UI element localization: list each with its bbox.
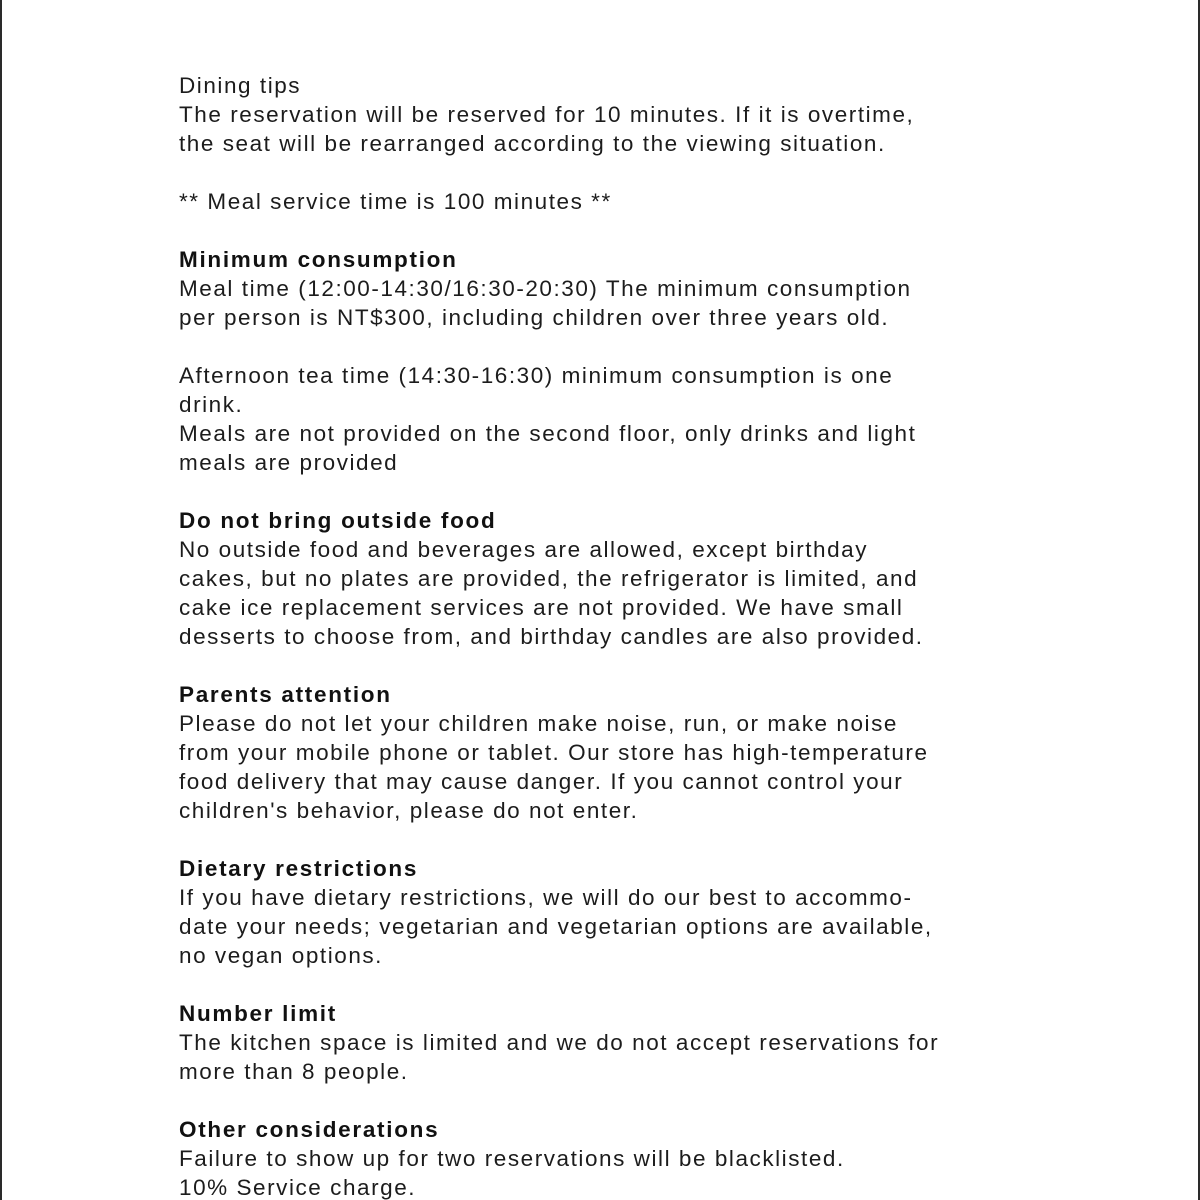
number-limit-line: more than 8 people.	[179, 1059, 409, 1084]
parents-attention-heading: Parents attention	[179, 682, 392, 707]
minimum-line: drink.	[179, 392, 244, 417]
minimum-line: Meal time (12:00-14:30/16:30-20:30) The minimum consumption	[179, 276, 912, 301]
dietary-line: no vegan options.	[179, 943, 383, 968]
dietary-line: If you have dietary restrictions, we will do our best to accommo-	[179, 885, 913, 910]
outside-food-heading: Do not bring outside food	[179, 508, 497, 533]
dietary-restrictions-heading: Dietary restrictions	[179, 856, 419, 881]
minimum-line: meals are provided	[179, 450, 399, 475]
parents-line: children's behavior, please do not enter.	[179, 798, 639, 823]
other-considerations-heading: Other considerations	[179, 1117, 440, 1142]
spacer	[179, 216, 1059, 245]
intro-line: the seat will be rearranged according to the viewing situation.	[179, 131, 886, 156]
document-body	[179, 71, 1059, 1200]
outside-food-line: desserts to choose from, and birthday candles are also provided.	[179, 624, 924, 649]
outside-food-line: No outside food and beverages are allowed, except birthday	[179, 537, 869, 562]
minimum-line: Afternoon tea time (14:30-16:30) minimum consumption is one	[179, 363, 894, 388]
meal-service-note: ** Meal service time is 100 minutes **	[179, 189, 612, 214]
parents-line: from your mobile phone or tablet. Our store has high-temperature	[179, 740, 929, 765]
spacer	[179, 477, 1059, 506]
intro-line: The reservation will be reserved for 10 minutes. If it is overtime,	[179, 102, 915, 127]
minimum-line: per person is NT$300, including children over three years old.	[179, 305, 890, 330]
spacer	[179, 158, 1059, 187]
other-line: Failure to show up for two reservations will be blacklisted.	[179, 1146, 845, 1171]
spacer	[179, 970, 1059, 999]
outside-food-line: cakes, but no plates are provided, the refrigerator is limited, and	[179, 566, 919, 591]
intro-title: Dining tips	[179, 73, 302, 98]
spacer	[179, 651, 1059, 680]
outside-food-line: cake ice replacement services are not provided. We have small	[179, 595, 904, 620]
spacer	[179, 1086, 1059, 1115]
parents-line: food delivery that may cause danger. If you cannot control your	[179, 769, 904, 794]
minimum-line: Meals are not provided on the second floor, only drinks and light	[179, 421, 917, 446]
number-limit-heading: Number limit	[179, 1001, 337, 1026]
spacer	[179, 332, 1059, 361]
other-line: 10% Service charge.	[179, 1175, 417, 1200]
spacer	[179, 825, 1059, 854]
parents-line: Please do not let your children make noise, run, or make noise	[179, 711, 898, 736]
dietary-line: date your needs; vegetarian and vegetarian options are available,	[179, 914, 933, 939]
number-limit-line: The kitchen space is limited and we do not accept reservations for	[179, 1030, 940, 1055]
minimum-consumption-heading: Minimum consumption	[179, 247, 458, 272]
